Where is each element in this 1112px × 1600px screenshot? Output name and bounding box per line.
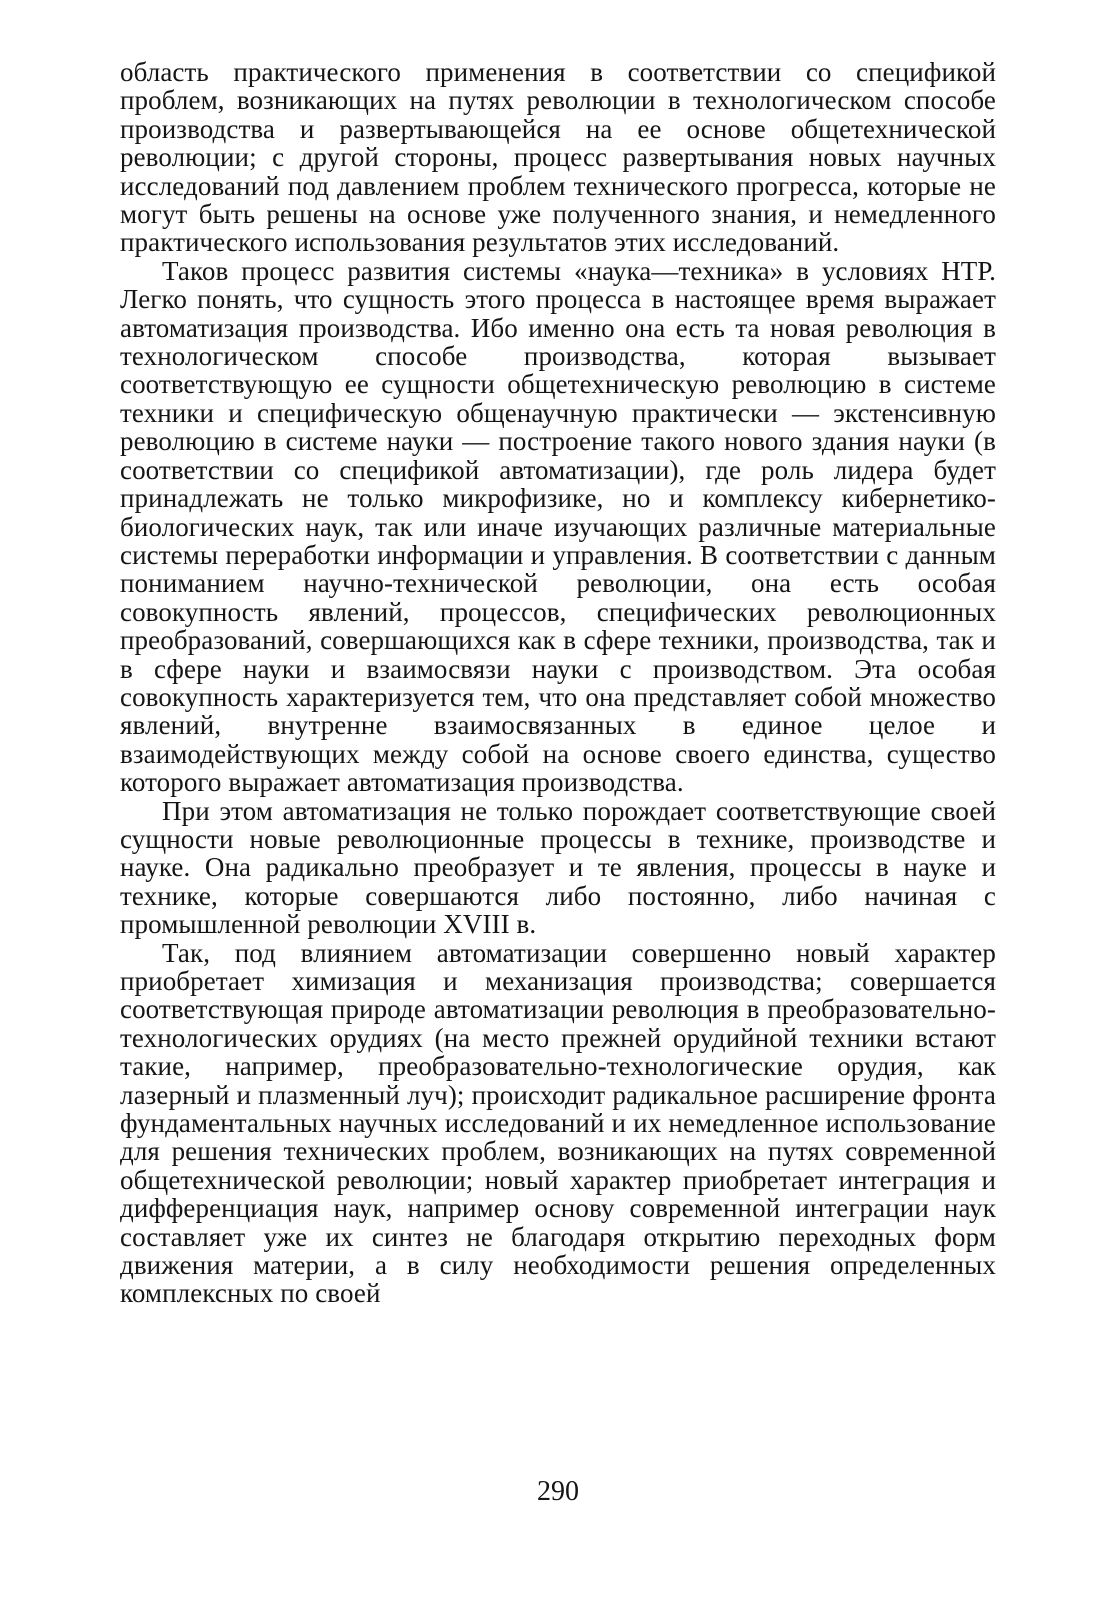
paragraph-continued: область практического применения в соответствии со спецификой проблем, возникающих на путях революции в технологическом способе производства и развертывающейся на ее основе общетехнической революции; с другой стороны, процесс развертывания новых научных исследований под давлением проблем технического прогресса, которые не могут быть решены на основе уже полученного знания, и немедленного практического использования результатов этих исследований.	[120, 57, 996, 258]
paragraph: Таков процесс развития системы «наука—техника» в условиях НТР. Легко понять, что сущность этого процесса в настоящее время выражает автоматизация производства. Ибо именно она есть та новая революция в технологическом способе производства, которая вызывает соответствующую ее сущности общетехническую революцию в системе техники и специфическую общенаучную практически — экстенсивную революцию в системе науки — построение такого нового здания науки (в соответствии со спецификой автоматизации), где роль лидера будет принадлежать не только микрофизике, но и комплексу кибернетико-биологических наук, так или иначе изучающих различные материальные системы переработки информации и управления. В соответствии с данным пониманием научно-технической революции, она есть особая совокупность явлений, процессов, специфических революционных преобразований, совершающихся как в сфере техники, производства, так и в сфере науки и взаимосвязи науки с производством. Эта особая совокупность характеризуется тем, что она представляет собой множество явлений, внутренне взаимосвязанных в единое целое и взаимодействующих между собой на основе своего единства, существо которого выражает автоматизация производства.	[120, 255, 996, 798]
paragraph: При этом автоматизация не только порождает соответствующие своей сущности новые революционные процессы в технике, производстве и науке. Она радикально преобразует и те явления, процессы в науке и технике, которые совершаются либо постоянно, либо начиная с промышленной революции XVIII в.	[120, 795, 996, 940]
body-text	[120, 58, 996, 1308]
paragraph: Так, под влиянием автоматизации совершенно новый характер приобретает химизация и механизация производства; совершается соответствующая природе автоматизации революция в преобразовательно-технологических орудиях (на место прежней орудийной техники встают такие, например, преобразовательно-технологические орудия, как лазерный и плазменный луч); происходит радикальное расширение фронта фундаментальных научных исследований и их немедленное использование для решения технических проблем, возникающих на путях современной общетехнической революции; новый характер приобретает интеграция и дифференциация наук, например основу современной интеграции наук составляет уже их синтез не благодаря открытию переходных форм движения материи, а в силу необходимости решения определенных комплексных по своей	[120, 937, 996, 1309]
page-number: 290	[537, 1476, 579, 1507]
book-page	[120, 58, 996, 1598]
